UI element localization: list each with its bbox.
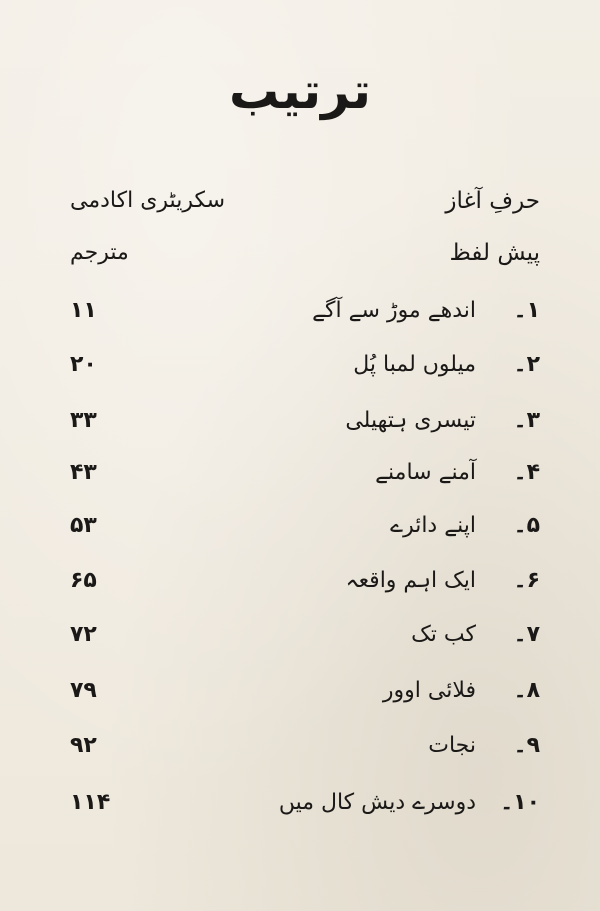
entry-number: ۶۔ xyxy=(513,568,540,593)
entry-page: ۳۳ xyxy=(70,408,97,433)
entry-title: ایک اہم واقعہ xyxy=(345,568,476,593)
entry-number: ۷۔ xyxy=(513,622,540,647)
entry-number: ۱۔ xyxy=(513,298,540,323)
entry-title: میلوں لمبا پُل xyxy=(353,352,476,377)
entry-page: ۹۲ xyxy=(70,733,97,758)
toc-entry xyxy=(70,513,540,553)
toc-entry xyxy=(70,568,540,608)
entry-page: ۲۰ xyxy=(70,352,97,377)
front-matter-row xyxy=(70,240,540,280)
entry-title: فلائی اوور xyxy=(382,678,476,703)
front-matter-label: حرفِ آغاز xyxy=(445,188,540,214)
entry-number: ۵۔ xyxy=(513,513,540,538)
front-matter-author: مترجم xyxy=(70,240,129,265)
page-title: ترتیب xyxy=(229,62,371,120)
entry-title: آمنے سامنے xyxy=(375,460,476,485)
toc-entry xyxy=(70,298,540,338)
toc-entry xyxy=(70,733,540,773)
entry-title: نجات xyxy=(428,733,476,758)
toc-entry xyxy=(70,790,540,830)
toc-entry xyxy=(70,352,540,392)
toc-entry xyxy=(70,622,540,662)
entry-title: اپنے دائرے xyxy=(390,513,476,538)
front-matter-row xyxy=(70,188,540,228)
entry-number: ۳۔ xyxy=(513,408,540,433)
toc-entry xyxy=(70,678,540,718)
front-matter-author: سکریٹری اکادمی xyxy=(70,188,226,213)
entry-page: ۵۳ xyxy=(70,513,97,538)
entry-page: ۷۹ xyxy=(70,678,97,703)
toc-entry xyxy=(70,408,540,448)
entry-number: ۲۔ xyxy=(513,352,540,377)
entry-page: ۱۱۴ xyxy=(70,790,111,815)
entry-number: ۴۔ xyxy=(513,460,540,485)
entry-number: ۹۔ xyxy=(513,733,540,758)
entry-title: اندھے موڑ سے آگے xyxy=(312,298,476,323)
entry-number: ۸۔ xyxy=(513,678,540,703)
entry-page: ۷۲ xyxy=(70,622,97,647)
entry-page: ۴۳ xyxy=(70,460,97,485)
entry-page: ۱۱ xyxy=(70,298,97,323)
toc-entry xyxy=(70,460,540,500)
entry-title: دوسرے دیش کال میں xyxy=(278,790,476,815)
entry-title: تیسری ہتھیلی xyxy=(345,408,476,433)
entry-title: کب تک xyxy=(411,622,476,647)
front-matter-label: پیش لفظ xyxy=(449,240,540,266)
entry-page: ۶۵ xyxy=(70,568,97,593)
entry-number: ۱۰۔ xyxy=(500,790,540,815)
